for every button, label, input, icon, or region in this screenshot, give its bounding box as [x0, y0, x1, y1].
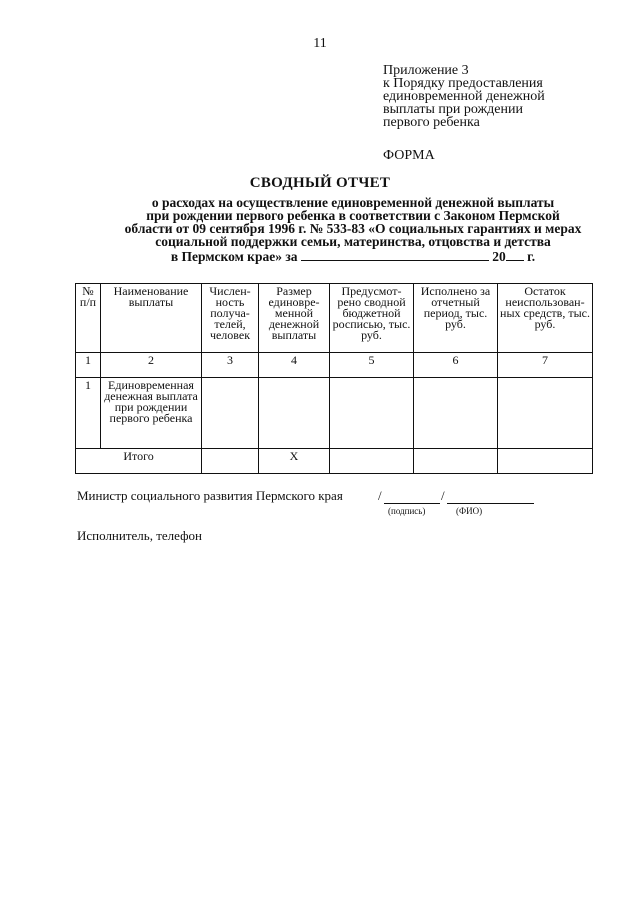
- appendix-note: [383, 64, 623, 129]
- form-label: ФОРМА: [383, 148, 435, 163]
- appendix-line: выплаты при рождении: [383, 102, 523, 117]
- subtitle-line: области от 09 сентября 1996 г. № 533-83 «О социальных гарантиях и мерах: [124, 221, 582, 236]
- header-executed: Исполнено за отчетный период, тыс. руб.: [414, 284, 498, 353]
- column-number: 5: [330, 353, 414, 378]
- period-blank-field[interactable]: [301, 248, 489, 261]
- header-remaining-funds: Остаток неиспользован-ных средств, тыс. руб.: [498, 284, 593, 353]
- column-number-row: [76, 353, 593, 378]
- signatory-position: Министр социального развития Пермского края: [77, 488, 343, 503]
- period-prefix: в Пермском крае» за: [170, 249, 298, 264]
- year-prefix: 20: [492, 249, 506, 264]
- name-separator: /: [441, 488, 445, 503]
- report-title: СВОДНЫЙ ОТЧЕТ: [249, 175, 391, 191]
- signature-separator: /: [378, 488, 382, 503]
- table-header-row: [76, 284, 593, 353]
- total-remaining-cell[interactable]: [498, 449, 593, 474]
- table-row: [76, 378, 593, 449]
- appendix-line: к Порядку предоставления: [383, 76, 543, 91]
- executor-phone-label: Исполнитель, телефон: [77, 528, 202, 543]
- header-recipients-count: Числен-ность получа-телей, человек: [202, 284, 259, 353]
- subtitle-period-line: [98, 248, 608, 263]
- header-number: № п/п: [76, 284, 101, 353]
- total-executed-cell[interactable]: [414, 449, 498, 474]
- name-caption: (ФИО): [456, 506, 483, 516]
- row-executed-cell[interactable]: [414, 378, 498, 449]
- report-table: [75, 283, 593, 474]
- column-number: 4: [259, 353, 330, 378]
- total-budget-cell[interactable]: [330, 449, 414, 474]
- column-number: 2: [101, 353, 202, 378]
- column-number: 6: [414, 353, 498, 378]
- row-budget-cell[interactable]: [330, 378, 414, 449]
- subtitle-line: социальной поддержки семьи, материнства, отцовства и детства: [155, 234, 551, 249]
- signature-caption: (подпись): [388, 506, 426, 516]
- page-number: 11: [313, 36, 327, 51]
- row-remaining-cell[interactable]: [498, 378, 593, 449]
- report-subtitle: [98, 196, 608, 263]
- signature-line[interactable]: [384, 503, 440, 504]
- subtitle-line: при рождении первого ребенка в соответствии с Законом Пермской: [146, 208, 560, 223]
- header-payment-amount: Размер единоврe-менной денежной выплаты: [259, 284, 330, 353]
- header-budget-planned: Предусмот-рено сводной бюджетной росписью, тыс. руб.: [330, 284, 414, 353]
- total-label: Итого: [76, 449, 202, 474]
- row-number: 1: [76, 378, 101, 449]
- appendix-line: единовременной денежной: [383, 89, 545, 104]
- column-number: 1: [76, 353, 101, 378]
- total-recipients-cell[interactable]: [202, 449, 259, 474]
- name-line[interactable]: [447, 503, 534, 504]
- column-number: 7: [498, 353, 593, 378]
- year-suffix: г.: [527, 249, 536, 264]
- column-number: 3: [202, 353, 259, 378]
- row-amount-cell[interactable]: [259, 378, 330, 449]
- appendix-line: первого ребенка: [383, 115, 480, 130]
- year-blank-field[interactable]: [506, 248, 524, 261]
- subtitle-line: о расходах на осуществление единовременной денежной выплаты: [151, 195, 555, 210]
- row-payment-name: Единовременная денежная выплата при рождении первого ребенка: [101, 378, 202, 449]
- appendix-line: Приложение 3: [383, 63, 469, 78]
- header-payment-name: Наименование выплаты: [101, 284, 202, 353]
- total-amount-cell: X: [259, 449, 330, 474]
- total-row: [76, 449, 593, 474]
- row-recipients-cell[interactable]: [202, 378, 259, 449]
